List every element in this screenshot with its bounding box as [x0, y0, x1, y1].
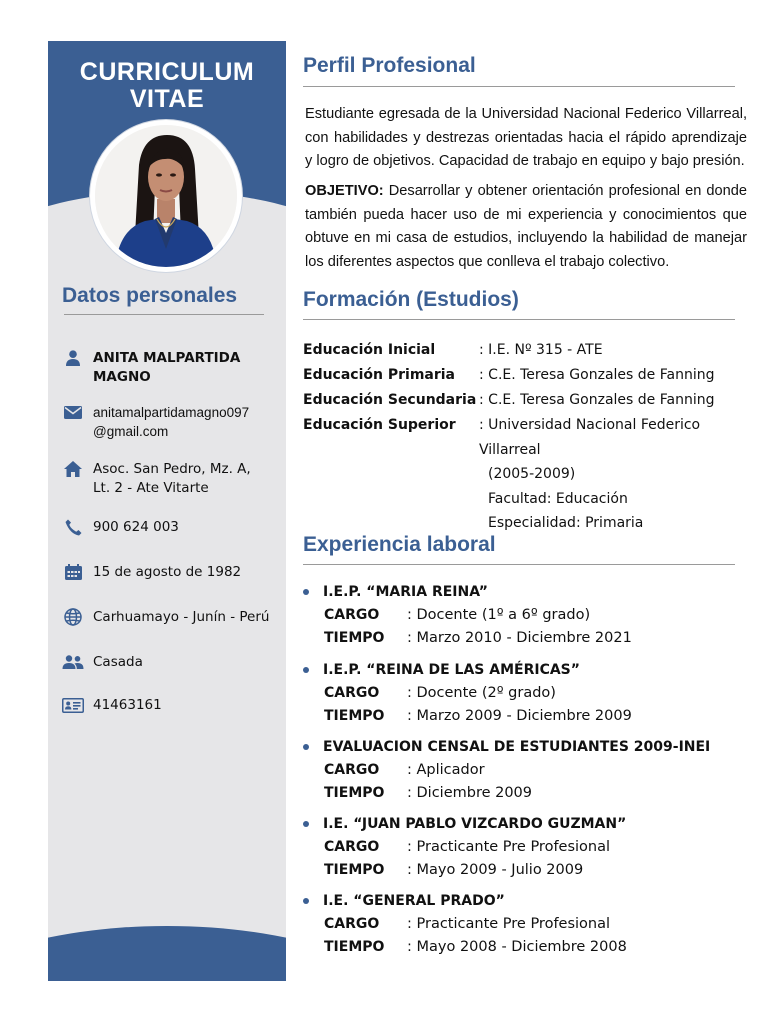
job-employer: I.E. “JUAN PABLO VIZCARDO GUZMAN”	[323, 816, 627, 832]
job-entry	[303, 813, 753, 881]
contact-birthdate	[62, 563, 277, 582]
objective-paragraph	[305, 180, 747, 274]
contact-civil-status	[62, 653, 277, 672]
job-tiempo: : Marzo 2010 - Diciembre 2021	[407, 629, 632, 646]
education-value: : I.E. Nº 315 - ATE	[479, 342, 603, 358]
education-specialty: Especialidad: Primaria	[488, 515, 644, 531]
education-value-block	[479, 413, 749, 536]
education-row	[303, 338, 753, 363]
job-tiempo: : Marzo 2009 - Diciembre 2009	[407, 707, 632, 724]
job-cargo: : Docente (1º a 6º grado)	[407, 606, 591, 623]
job-tiempo: : Mayo 2008 - Diciembre 2008	[407, 938, 627, 955]
contact-phone	[62, 518, 277, 537]
job-cargo: : Aplicador	[407, 761, 485, 778]
education-label: Educación Superior	[303, 417, 456, 433]
bullet-icon	[303, 744, 309, 750]
address-line2: Lt. 2 - Ate Vitarte	[93, 480, 209, 496]
place-of-origin: Carhuamayo - Junín - Perú	[93, 609, 270, 625]
job-employer: EVALUACION CENSAL DE ESTUDIANTES 2009-INEI	[323, 739, 711, 755]
education-years: (2005-2009)	[488, 466, 576, 482]
tiempo-label: TIEMPO	[324, 938, 385, 955]
bullet-icon	[303, 589, 309, 595]
calendar-icon	[62, 563, 84, 581]
civil-status: Casada	[93, 654, 143, 670]
email-line1: anitamalpartidamagno097	[93, 405, 250, 420]
cargo-label: CARGO	[324, 761, 380, 778]
personal-data-divider	[64, 314, 264, 315]
phone-number: 900 624 003	[93, 519, 179, 535]
contact-address	[62, 460, 277, 498]
bullet-icon	[303, 898, 309, 904]
bullet-icon	[303, 667, 309, 673]
contact-origin	[62, 608, 277, 627]
sidebar-footer-band	[48, 926, 286, 981]
profile-photo-frame	[90, 120, 242, 272]
education-label: Educación Inicial	[303, 342, 436, 358]
job-cargo: : Docente (2º grado)	[407, 684, 556, 701]
job-entry	[303, 890, 753, 958]
education-row	[303, 413, 753, 536]
job-tiempo: : Mayo 2009 - Julio 2009	[407, 861, 584, 878]
full-name-line1: ANITA MALPARTIDA	[93, 350, 241, 366]
envelope-icon	[62, 403, 84, 421]
education-value: : Universidad Nacional Federico Villarreal	[479, 417, 701, 458]
globe-icon	[62, 608, 84, 626]
education-label: Educación Secundaria	[303, 392, 477, 408]
people-icon	[62, 653, 84, 671]
cv-title-line2: VITAE	[129, 85, 205, 113]
tiempo-label: TIEMPO	[324, 707, 385, 724]
profile-divider	[303, 86, 735, 87]
job-entry	[303, 736, 753, 804]
education-value: : C.E. Teresa Gonzales de Fanning	[479, 392, 715, 408]
cargo-label: CARGO	[324, 606, 380, 623]
phone-icon	[62, 518, 84, 536]
birth-date: 15 de agosto de 1982	[93, 564, 242, 580]
job-tiempo: : Diciembre 2009	[407, 784, 533, 801]
job-entry	[303, 581, 753, 649]
id-card-icon	[62, 696, 84, 714]
id-number: 41463161	[93, 697, 162, 713]
profile-paragraph: Estudiante egresada de la Universidad Nacional Federico Villarreal, con habilidades y destrezas orientadas hacia el rápido aprendizaje y logro de objetivos. Capacidad de trabajo en equipo y bajo presión.	[305, 106, 747, 169]
contact-name	[62, 349, 277, 387]
job-employer: I.E. “GENERAL PRADO”	[323, 893, 505, 909]
experience-heading: Experiencia laboral	[303, 533, 496, 556]
sidebar	[48, 41, 286, 981]
cargo-label: CARGO	[324, 684, 380, 701]
full-name-line2: MAGNO	[93, 369, 151, 385]
tiempo-label: TIEMPO	[324, 784, 385, 801]
objective-label: OBJETIVO:	[305, 183, 384, 199]
education-heading: Formación (Estudios)	[303, 288, 519, 311]
job-cargo: : Practicante Pre Profesional	[407, 838, 611, 855]
job-employer: I.E.P. “REINA DE LAS AMÉRICAS”	[323, 662, 580, 678]
profile-photo	[95, 125, 237, 267]
email-line2: @gmail.com	[93, 424, 169, 439]
education-row	[303, 363, 753, 388]
tiempo-label: TIEMPO	[324, 861, 385, 878]
cargo-label: CARGO	[324, 838, 380, 855]
experience-divider	[303, 564, 735, 565]
education-row	[303, 388, 753, 413]
personal-data-heading: Datos personales	[62, 284, 238, 307]
portrait-image	[95, 125, 237, 267]
bullet-icon	[303, 821, 309, 827]
job-cargo: : Practicante Pre Profesional	[407, 915, 611, 932]
cargo-label: CARGO	[324, 915, 380, 932]
contact-id-number	[62, 696, 277, 715]
address-line1: Asoc. San Pedro, Mz. A,	[93, 461, 251, 477]
education-label: Educación Primaria	[303, 367, 456, 383]
job-entry	[303, 659, 753, 727]
education-faculty: Facultad: Educación	[488, 490, 628, 507]
education-divider	[303, 319, 735, 320]
cv-title-line1: CURRICULUM	[79, 58, 255, 86]
person-icon	[62, 349, 84, 367]
cv-title	[48, 59, 286, 113]
contact-email	[62, 403, 277, 441]
tiempo-label: TIEMPO	[324, 629, 385, 646]
education-value: : C.E. Teresa Gonzales de Fanning	[479, 367, 715, 383]
profile-heading: Perfil Profesional	[303, 54, 476, 77]
house-icon	[62, 460, 84, 478]
objective-text: Desarrollar y obtener orientación profesional en donde también pueda hacer uso de mi experiencia y conocimientos que obtuve en mi casa de estudios, incluyendo la habilidad de manejar los diferentes aspectos que conlleva el trabajo colectivo.	[305, 183, 747, 270]
job-employer: I.E.P. “MARIA REINA”	[323, 584, 488, 600]
